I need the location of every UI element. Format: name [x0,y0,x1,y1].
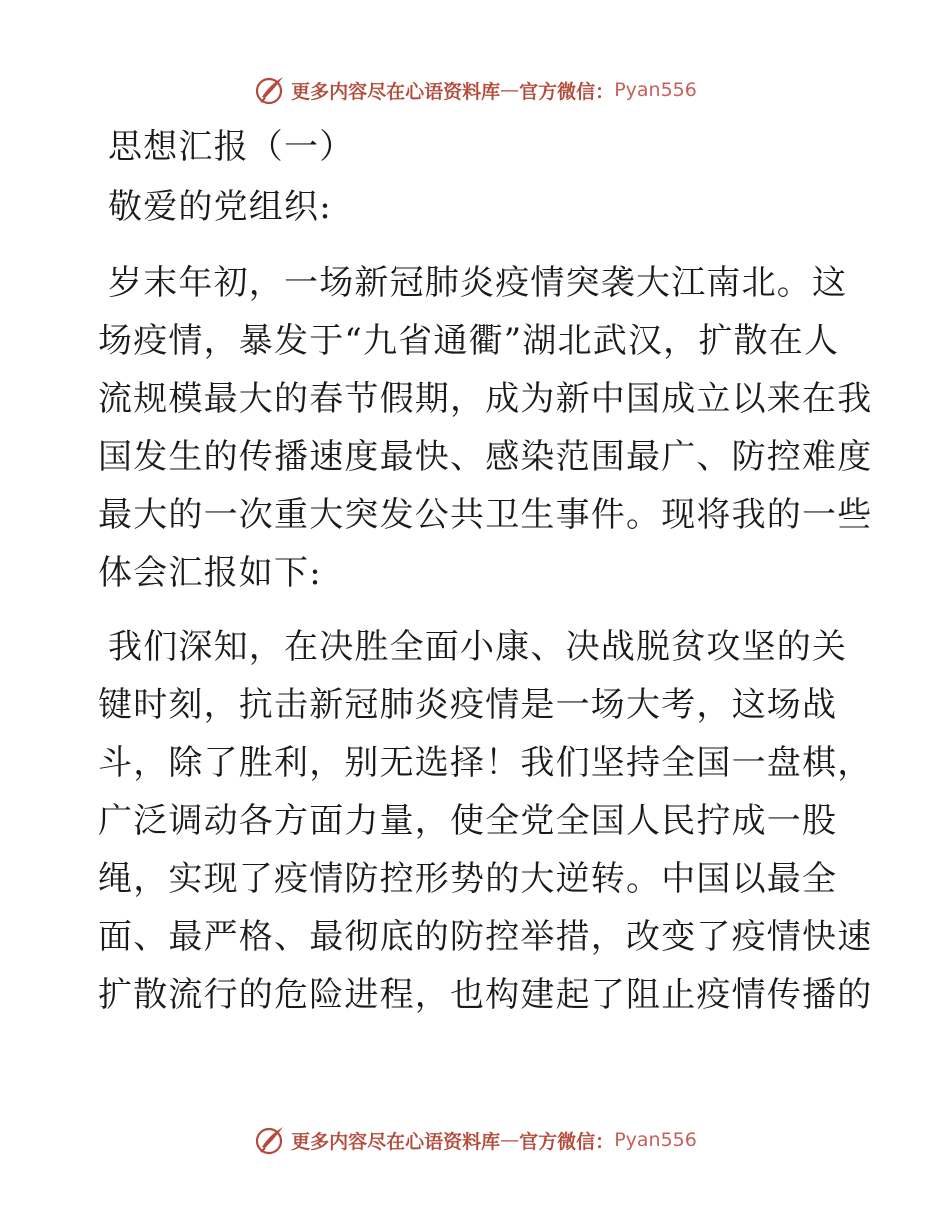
paragraph-line: 最大的一次重大突发公共卫生事件。现将我的一些 [98,495,873,535]
paragraph-line: 键时刻，抗击新冠肺炎疫情是一场大考，这场战 [98,685,838,725]
watermark-site-text: 更多内容尽在心语资料库 [291,80,501,103]
watermark-separator: — [500,1129,520,1151]
watermark-wechat-label: 官方微信： [519,1130,615,1153]
paragraph-spacer [98,602,850,618]
watermark-separator: — [500,79,520,101]
document-greeting: 敬爱的党组织: [108,187,332,227]
paragraph-line: 国发生的传播速度最快、感染范围最广、防控难度 [98,437,873,477]
paragraph-line: 斗，除了胜利，别无选择！我们坚持全国一盘棋， [98,743,873,783]
watermark-header [0,70,950,110]
watermark-wechat-id: Pyan556 [614,1129,697,1151]
paragraph-2 [98,618,873,1024]
paragraph-line: 岁末年初，一场新冠肺炎疫情突袭大江南北。这 [108,263,848,303]
feather-seal-icon [253,1123,287,1157]
paragraph-line: 流规模最大的春节假期，成为新中国成立以来在我 [98,379,873,419]
feather-seal-icon [253,73,287,107]
paragraph-1 [98,254,873,602]
paragraph-line: 绳，实现了疫情防控形势的大逆转。中国以最全 [98,859,838,899]
watermark-site-text: 更多内容尽在心语资料库 [291,1130,501,1153]
watermark-wechat-label: 官方微信： [519,80,615,103]
paragraph-line: 体会汇报如下: [98,553,322,593]
paragraph-line: 面、最严格、最彻底的防控举措，改变了疫情快速 [98,917,873,957]
paragraph-line: 扩散流行的危险进程，也构建起了阻止疫情传播的 [98,975,873,1015]
watermark-footer [0,1120,950,1160]
paragraph-line: 广泛调动各方面力量，使全党全国人民拧成一股 [98,801,838,841]
paragraph-line: 我们深知，在决胜全面小康、决战脱贫攻坚的关 [108,627,848,667]
watermark-wechat-id: Pyan556 [614,79,697,101]
document-title: 思想汇报（一） [108,127,355,167]
paragraph-line: 场疫情，暴发于“九省通衢”湖北武汉，扩散在人 [98,321,840,361]
document-body [98,118,873,1024]
